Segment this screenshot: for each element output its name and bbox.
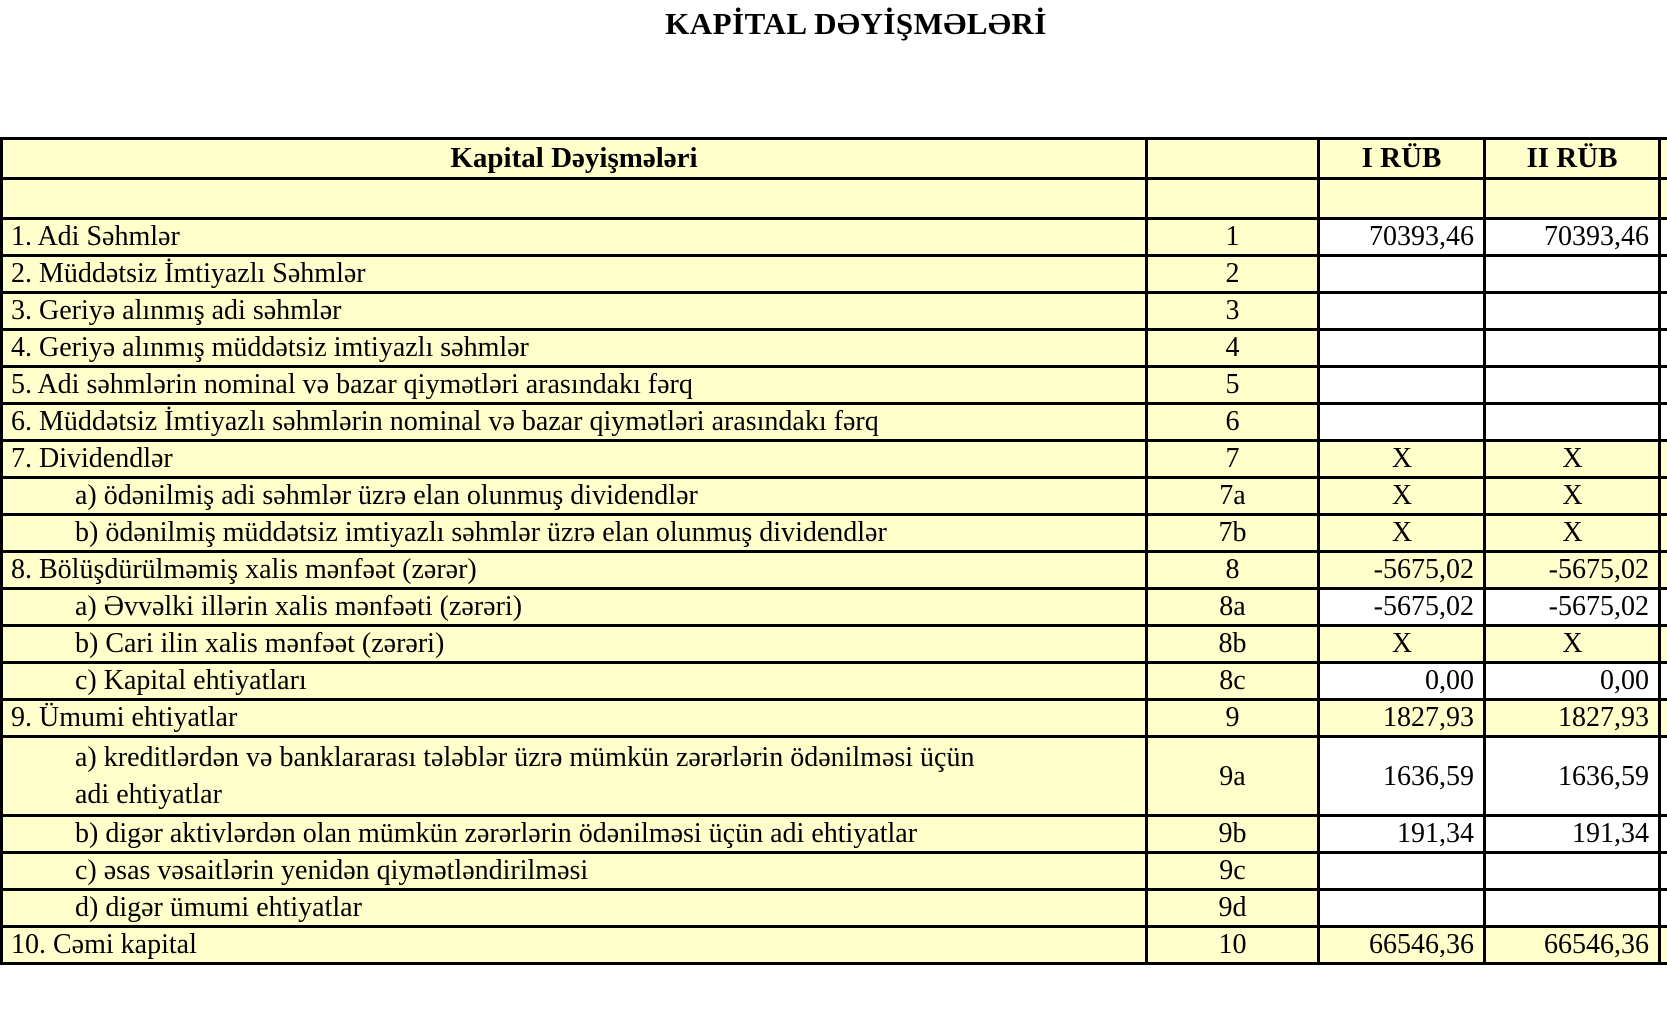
row-value-q2 bbox=[1485, 293, 1660, 330]
table-row bbox=[2, 256, 1667, 293]
row-code: 9a bbox=[1147, 737, 1319, 816]
row-code: 9c bbox=[1147, 853, 1319, 890]
row-value-q2: 1636,59 bbox=[1485, 737, 1660, 816]
row-label: 10. Cəmi kapital bbox=[2, 927, 1147, 964]
capital-changes-table bbox=[0, 137, 1667, 965]
table-row bbox=[2, 853, 1667, 890]
row-code: 8c bbox=[1147, 663, 1319, 700]
row-code: 8b bbox=[1147, 626, 1319, 663]
row-cutoff-cell bbox=[1660, 700, 1667, 737]
row-label: 3. Geriyə alınmış adi səhmlər bbox=[2, 293, 1147, 330]
row-cutoff-cell bbox=[1660, 256, 1667, 293]
row-value-q2: -5675,02 bbox=[1485, 552, 1660, 589]
row-label: d) digər ümumi ehtiyatlar bbox=[2, 890, 1147, 927]
row-cutoff-cell bbox=[1660, 737, 1667, 816]
row-value-q1 bbox=[1319, 853, 1485, 890]
row-cutoff-cell bbox=[1660, 515, 1667, 552]
row-label: c) Kapital ehtiyatları bbox=[2, 663, 1147, 700]
row-code: 2 bbox=[1147, 256, 1319, 293]
row-cutoff-cell bbox=[1660, 441, 1667, 478]
row-cutoff-cell bbox=[1660, 330, 1667, 367]
row-value-q2: 70393,46 bbox=[1485, 219, 1660, 256]
spacer-cell bbox=[1660, 179, 1667, 219]
row-cutoff-cell bbox=[1660, 927, 1667, 964]
row-value-q1: 70393,46 bbox=[1319, 219, 1485, 256]
table-row bbox=[2, 404, 1667, 441]
row-cutoff-cell bbox=[1660, 816, 1667, 853]
row-value-q2 bbox=[1485, 890, 1660, 927]
spacer-row bbox=[2, 179, 1667, 219]
row-value-q1: X bbox=[1319, 515, 1485, 552]
row-label: a) kreditlərdən və banklararası tələblər üzrə mümkün zərərlərin ödənilməsi üçün adi ehtiyatlar bbox=[2, 737, 1147, 816]
row-label: 2. Müddətsiz İmtiyazlı Səhmlər bbox=[2, 256, 1147, 293]
row-value-q1 bbox=[1319, 293, 1485, 330]
row-cutoff-cell bbox=[1660, 890, 1667, 927]
row-cutoff-cell bbox=[1660, 552, 1667, 589]
row-value-q2 bbox=[1485, 367, 1660, 404]
row-value-q2: X bbox=[1485, 626, 1660, 663]
row-code: 8 bbox=[1147, 552, 1319, 589]
row-value-q1 bbox=[1319, 256, 1485, 293]
row-value-q1: -5675,02 bbox=[1319, 552, 1485, 589]
table-row bbox=[2, 663, 1667, 700]
row-label: 7. Dividendlər bbox=[2, 441, 1147, 478]
table-row bbox=[2, 890, 1667, 927]
row-label: 9. Ümumi ehtiyatlar bbox=[2, 700, 1147, 737]
row-value-q1: -5675,02 bbox=[1319, 589, 1485, 626]
row-label: b) digər aktivlərdən olan mümkün zərərlərin ödənilməsi üçün adi ehtiyatlar bbox=[2, 816, 1147, 853]
row-value-q2 bbox=[1485, 853, 1660, 890]
row-value-q1 bbox=[1319, 367, 1485, 404]
row-code: 9d bbox=[1147, 890, 1319, 927]
row-value-q1: X bbox=[1319, 626, 1485, 663]
row-code: 5 bbox=[1147, 367, 1319, 404]
table-row bbox=[2, 552, 1667, 589]
row-label: 6. Müddətsiz İmtiyazlı səhmlərin nominal və bazar qiymətləri arasındakı fərq bbox=[2, 404, 1147, 441]
spacer-cell bbox=[1485, 179, 1660, 219]
row-code: 1 bbox=[1147, 219, 1319, 256]
row-cutoff-cell bbox=[1660, 853, 1667, 890]
header-code bbox=[1147, 139, 1319, 179]
table-row bbox=[2, 700, 1667, 737]
spacer-cell bbox=[1147, 179, 1319, 219]
row-value-q1 bbox=[1319, 890, 1485, 927]
row-code: 8a bbox=[1147, 589, 1319, 626]
header-cutoff-column bbox=[1660, 139, 1667, 179]
row-label: 4. Geriyə alınmış müddətsiz imtiyazlı səhmlər bbox=[2, 330, 1147, 367]
row-code: 10 bbox=[1147, 927, 1319, 964]
row-value-q1: 191,34 bbox=[1319, 816, 1485, 853]
row-value-q2 bbox=[1485, 330, 1660, 367]
table-row bbox=[2, 330, 1667, 367]
row-label: 8. Bölüşdürülməmiş xalis mənfəət (zərər) bbox=[2, 552, 1147, 589]
row-value-q2: X bbox=[1485, 441, 1660, 478]
header-row bbox=[2, 139, 1667, 179]
row-value-q1: 1636,59 bbox=[1319, 737, 1485, 816]
row-value-q1: X bbox=[1319, 441, 1485, 478]
row-code: 6 bbox=[1147, 404, 1319, 441]
header-q1: I RÜB bbox=[1319, 139, 1485, 179]
row-cutoff-cell bbox=[1660, 478, 1667, 515]
row-code: 7b bbox=[1147, 515, 1319, 552]
row-value-q2: X bbox=[1485, 478, 1660, 515]
row-cutoff-cell bbox=[1660, 293, 1667, 330]
row-code: 7a bbox=[1147, 478, 1319, 515]
row-cutoff-cell bbox=[1660, 589, 1667, 626]
table-row bbox=[2, 816, 1667, 853]
row-value-q2: 0,00 bbox=[1485, 663, 1660, 700]
row-value-q2 bbox=[1485, 404, 1660, 441]
row-code: 9b bbox=[1147, 816, 1319, 853]
page-title: KAPİTAL DƏYİŞMƏLƏRİ bbox=[665, 6, 1047, 41]
row-label: 5. Adi səhmlərin nominal və bazar qiymətləri arasındakı fərq bbox=[2, 367, 1147, 404]
table-row bbox=[2, 589, 1667, 626]
row-value-q1: 66546,36 bbox=[1319, 927, 1485, 964]
table-row bbox=[2, 293, 1667, 330]
row-value-q1: X bbox=[1319, 478, 1485, 515]
table-row bbox=[2, 441, 1667, 478]
table-body bbox=[2, 219, 1667, 964]
row-value-q2 bbox=[1485, 256, 1660, 293]
spacer-cell bbox=[2, 179, 1147, 219]
spacer-cell bbox=[1319, 179, 1485, 219]
table-row bbox=[2, 367, 1667, 404]
row-label: a) ödənilmiş adi səhmlər üzrə elan olunmuş dividendlər bbox=[2, 478, 1147, 515]
row-value-q1 bbox=[1319, 330, 1485, 367]
row-cutoff-cell bbox=[1660, 404, 1667, 441]
row-value-q2: -5675,02 bbox=[1485, 589, 1660, 626]
row-label: a) Əvvəlki illərin xalis mənfəəti (zərəri) bbox=[2, 589, 1147, 626]
row-value-q1: 0,00 bbox=[1319, 663, 1485, 700]
table-row bbox=[2, 626, 1667, 663]
row-cutoff-cell bbox=[1660, 367, 1667, 404]
table-row bbox=[2, 515, 1667, 552]
header-q2: II RÜB bbox=[1485, 139, 1660, 179]
row-code: 9 bbox=[1147, 700, 1319, 737]
header-label: Kapital Dəyişmələri bbox=[2, 139, 1147, 179]
row-value-q1: 1827,93 bbox=[1319, 700, 1485, 737]
row-label: c) əsas vəsaitlərin yenidən qiymətləndirilməsi bbox=[2, 853, 1147, 890]
row-code: 7 bbox=[1147, 441, 1319, 478]
row-value-q2: 191,34 bbox=[1485, 816, 1660, 853]
row-value-q2: X bbox=[1485, 515, 1660, 552]
table-row bbox=[2, 478, 1667, 515]
row-label: 1. Adi Səhmlər bbox=[2, 219, 1147, 256]
table-row bbox=[2, 737, 1667, 816]
row-code: 3 bbox=[1147, 293, 1319, 330]
row-label: b) Cari ilin xalis mənfəət (zərəri) bbox=[2, 626, 1147, 663]
row-value-q2: 66546,36 bbox=[1485, 927, 1660, 964]
row-cutoff-cell bbox=[1660, 626, 1667, 663]
row-label: b) ödənilmiş müddətsiz imtiyazlı səhmlər üzrə elan olunmuş dividendlər bbox=[2, 515, 1147, 552]
table-row bbox=[2, 927, 1667, 964]
table-row bbox=[2, 219, 1667, 256]
row-code: 4 bbox=[1147, 330, 1319, 367]
row-value-q2: 1827,93 bbox=[1485, 700, 1660, 737]
row-cutoff-cell bbox=[1660, 663, 1667, 700]
row-cutoff-cell bbox=[1660, 219, 1667, 256]
row-value-q1 bbox=[1319, 404, 1485, 441]
